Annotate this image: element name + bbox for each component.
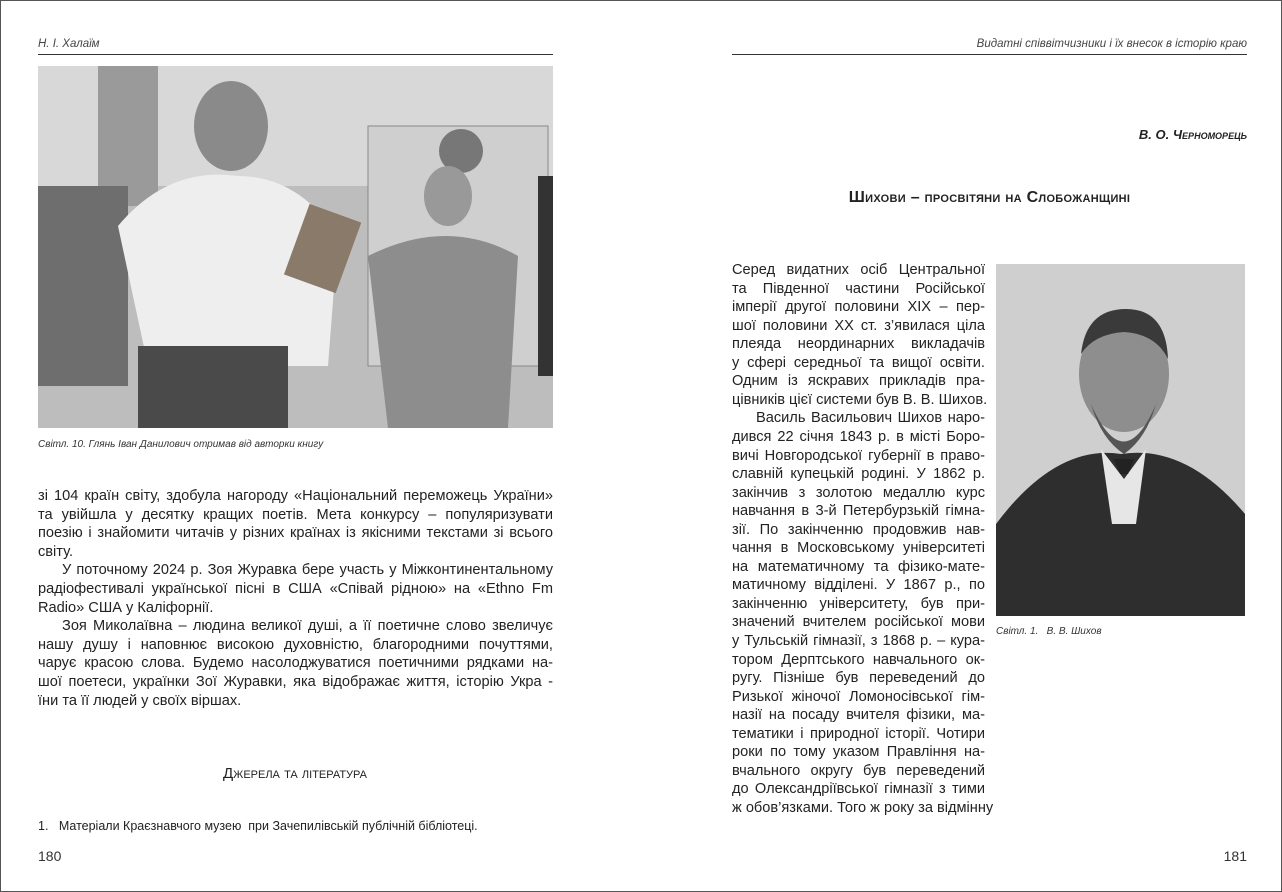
text-line: зії. По закінченню продовжив нав-	[732, 521, 985, 538]
text-line: радіофестивалі української пісні в США «Співай рідною» на «Ethno Fm	[38, 581, 553, 597]
text-line: ж обов’язками. Того ж року за відмінну	[732, 799, 994, 816]
text-line: чання в Московському університеті	[732, 540, 985, 557]
text-line: шої половини XX ст. з’явилася ціла	[732, 317, 985, 334]
text-line: нашу душу і наповнює високою духовністю, благородними почуттями,	[38, 636, 553, 653]
text-line: поезію і знайомити читачів у різних країнах із якісними текстами зі всього	[38, 525, 553, 542]
reference-item: 1. Матеріали Краєзнавчого музею при Зачепилівській публічній бібліотеці.	[38, 819, 478, 833]
text-line: імперії другої половини XIX – пер-	[732, 299, 985, 316]
text-line: тематики і природної історії. Чотири	[732, 725, 985, 742]
text-line: У поточному 2024 р. Зоя Журавка бере участь у Міжконтинентальному	[62, 562, 553, 579]
text-line: у сфері середньої та вищої освіти.	[732, 354, 985, 371]
left-photo-caption: Світл. 10. Глянь Іван Данилович отримав від авторки книгу	[38, 439, 324, 450]
text-line: Зоя Миколаївна – людина великої душі, а її поетичне слово звеличує	[62, 618, 553, 635]
left-running-header: Н. І. Халаїм	[38, 38, 100, 50]
left-header-rule	[38, 54, 553, 55]
text-line: закінчив з золотою медаллю курс	[732, 484, 985, 501]
text-line: та увійшла у десятку кращих поетів. Мета конкурсу – популяризувати	[38, 506, 553, 523]
right-page-number: 181	[1223, 848, 1247, 864]
text-line: Василь Васильович Шихов наро-	[756, 410, 985, 427]
text-line: навчання в 3-й Петербурзькій гімна-	[732, 503, 985, 520]
text-line: плеяда неординарних викладачів	[732, 336, 985, 353]
text-line: роки по тому указом Правління на-	[732, 744, 985, 761]
text-line: славній купецькій родині. У 1862 р.	[732, 466, 985, 483]
text-line: тором Дерптського навчального ок-	[732, 651, 985, 668]
text-line: матичному відділені. У 1867 р., по	[732, 577, 985, 594]
text-line: вичі Новгородської губернії в право-	[732, 447, 985, 464]
text-line: Серед видатних осіб Центральної	[732, 262, 985, 278]
text-line: значений вчителем російської мови	[732, 614, 985, 631]
photo-man-receiving-book	[38, 66, 553, 428]
text-line: Radio» США у Каліфорнії.	[38, 599, 214, 616]
text-line: у Тульській гімназії, з 1868 р. – кура-	[732, 633, 985, 649]
text-line: та Південної частини Російської	[732, 280, 985, 297]
right-photo-caption: Світл. 1. В. В. Шихов	[996, 626, 1102, 637]
right-header-rule	[732, 54, 1247, 55]
text-line: Ризької жіночої Ломоносівської гім-	[732, 688, 985, 705]
text-line: ругу. Пізніше був переведений до	[732, 670, 985, 687]
text-line: їни та її людей у своїх віршах.	[38, 692, 242, 709]
article-author: В. О. Черноморець	[1138, 127, 1247, 142]
portrait-photo-shikhov	[996, 264, 1245, 616]
text-line: назії на посаду вчителя фізики, ма-	[732, 707, 985, 724]
text-line: зі 104 країн світу, здобула нагороду «Національний переможець України»	[38, 488, 553, 504]
text-line: чарує красою слова. Будемо насолоджуватися поетичними рядками на-	[38, 655, 553, 672]
text-line: дився 22 січня 1843 р. в місті Боро-	[732, 428, 985, 445]
text-line: Одним із яскравих прикладів пра-	[732, 373, 985, 390]
text-line: світу.	[38, 543, 74, 560]
left-page-number: 180	[38, 848, 62, 864]
text-line: закінченню університету, був при-	[732, 595, 985, 612]
text-line: цівників цієї системи був В. В. Шихов.	[732, 391, 988, 408]
article-title: Шихови – просвітяни на Слобожанщині	[848, 189, 1131, 206]
text-line: на математичному та фізико-мате-	[732, 558, 985, 575]
text-line: до Олександріївської гімназії з тими	[732, 781, 985, 798]
text-line: вчального округу був переведений	[732, 762, 985, 779]
text-line: шої поетеси, українки Зої Журавки, яка відображає життя, історію Укра -	[38, 674, 553, 690]
sources-heading: Джерела та література	[223, 765, 367, 782]
right-running-header: Видатні співвітчизники і їх внесок в історію краю	[976, 38, 1247, 50]
